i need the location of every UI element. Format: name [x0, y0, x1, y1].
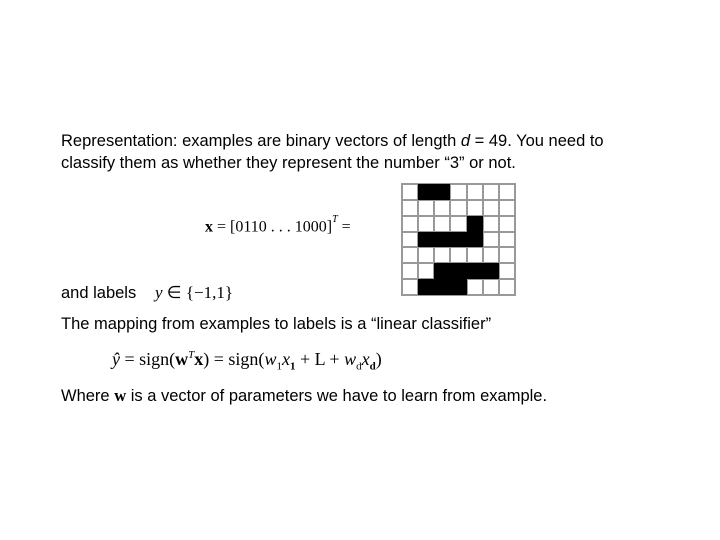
grid-cell-empty [402, 279, 418, 295]
input-1-index: 1 [289, 360, 296, 373]
grid-cell-filled [434, 263, 450, 279]
formula-dots: + L + [295, 349, 345, 369]
grid-cell-empty [483, 279, 499, 295]
grid-cell-empty [499, 247, 515, 263]
grid-cell-filled [418, 232, 434, 248]
grid-cell-filled [434, 184, 450, 200]
grid-cell-empty [418, 247, 434, 263]
grid-cell-empty [402, 200, 418, 216]
grid-cell-empty [402, 216, 418, 232]
intro-paragraph [61, 130, 604, 174]
grid-cell-empty [499, 279, 515, 295]
vector-body: = [0110 . . . 1000] [213, 218, 333, 236]
grid-cell-filled [450, 232, 466, 248]
grid-cell-empty [483, 200, 499, 216]
grid-cell-empty [499, 232, 515, 248]
grid-cell-filled [483, 263, 499, 279]
vector-tail: = [337, 218, 351, 236]
grid-cell-empty [434, 200, 450, 216]
grid-cell-empty [450, 216, 466, 232]
mapping-text: The mapping from examples to labels is a “linear classifier” [61, 315, 492, 333]
grid-cell-empty [467, 279, 483, 295]
intro-line-1-suffix: = 49. You need to [470, 132, 604, 150]
where-prefix: Where [61, 387, 115, 405]
where-suffix: is a vector of parameters we have to learn from example. [126, 387, 548, 405]
intro-line-2: classify them as whether they represent the number “3” or not. [61, 154, 516, 172]
grid-cell-empty [483, 216, 499, 232]
grid-cell-empty [467, 184, 483, 200]
label-variable: y [155, 283, 163, 302]
formula-transpose: T [188, 349, 195, 361]
grid-cell-empty [499, 200, 515, 216]
grid-cell-filled [418, 279, 434, 295]
grid-cell-empty [418, 263, 434, 279]
intro-line-1 [61, 130, 604, 152]
label-set: ∈ {−1,1} [162, 283, 234, 302]
weight-d: w [344, 349, 357, 369]
weight-vector: w [175, 349, 189, 369]
grid-cell-filled [450, 279, 466, 295]
weight-1-index: 1 [276, 360, 282, 373]
grid-cell-filled [434, 232, 450, 248]
grid-cell-empty [402, 263, 418, 279]
weight-1: w [264, 349, 277, 369]
grid-cell-empty [467, 247, 483, 263]
grid-cell-empty [483, 247, 499, 263]
grid-cell-empty [402, 184, 418, 200]
input-d: x [361, 349, 370, 369]
classifier-formula [112, 349, 382, 373]
labels-text: and labels [61, 284, 137, 302]
y-hat: ŷ [112, 349, 120, 369]
vector-equation [205, 214, 351, 236]
grid-cell-filled [434, 279, 450, 295]
grid-cell-filled [450, 263, 466, 279]
digit-grid [401, 183, 516, 296]
vector-x: x [205, 218, 213, 236]
grid-cell-empty [434, 247, 450, 263]
grid-cell-empty [402, 232, 418, 248]
labels-set-math [155, 283, 233, 303]
grid-cell-empty [467, 200, 483, 216]
grid-cell-filled [467, 232, 483, 248]
grid-cell-filled [418, 184, 434, 200]
input-1: x [281, 349, 290, 369]
transpose-superscript: T [332, 214, 338, 225]
grid-cell-empty [499, 263, 515, 279]
grid-cell-empty [434, 216, 450, 232]
where-text [61, 385, 547, 407]
grid-cell-empty [450, 184, 466, 200]
grid-cell-filled [467, 263, 483, 279]
where-w: w [114, 386, 127, 405]
intro-line-1-prefix: Representation: examples are binary vectors of length [61, 132, 461, 150]
grid-cell-empty [450, 200, 466, 216]
grid-cell-empty [499, 216, 515, 232]
grid-cell-empty [418, 200, 434, 216]
grid-cell-empty [483, 184, 499, 200]
input-d-index: d [369, 360, 376, 373]
formula-part-1: = sign( [120, 349, 176, 369]
formula-close: ) [375, 349, 382, 369]
grid-cell-empty [499, 184, 515, 200]
input-vector: x [194, 349, 204, 369]
formula-part-2: ) = sign( [203, 349, 265, 369]
grid-cell-empty [402, 247, 418, 263]
weight-d-index: d [356, 360, 362, 373]
grid-cell-empty [483, 232, 499, 248]
grid-cell-empty [418, 216, 434, 232]
grid-cell-filled [467, 216, 483, 232]
grid-cell-empty [450, 247, 466, 263]
length-variable: d [460, 132, 471, 150]
